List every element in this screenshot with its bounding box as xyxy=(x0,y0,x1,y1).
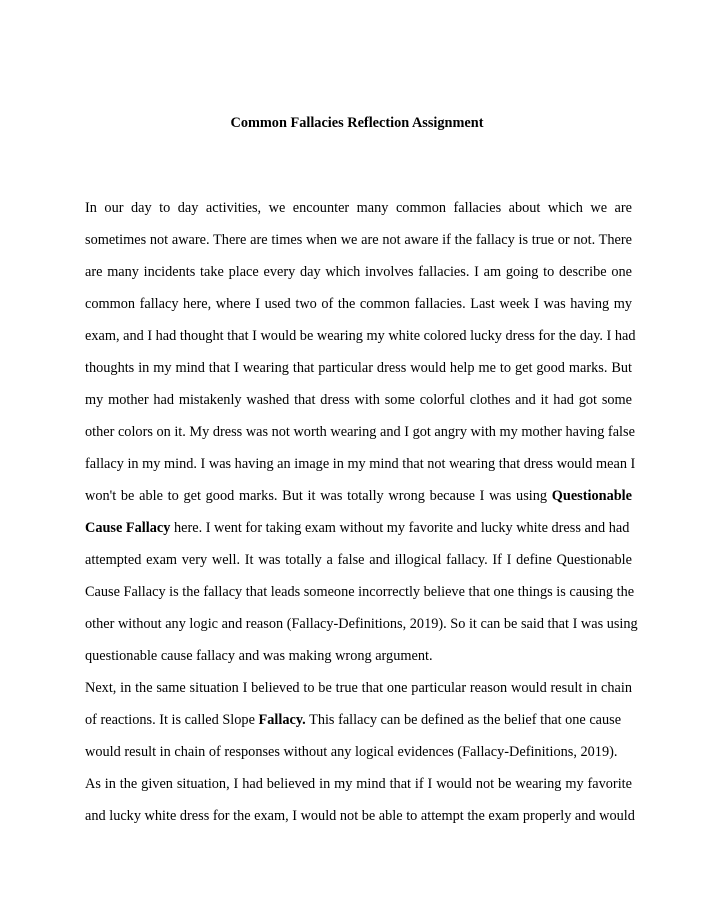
paragraph-line: would result in chain of responses without any logical evidences (Fallacy-Definitions, 2019). xyxy=(85,744,618,760)
paragraph-line: are many incidents take place every day which involves fallacies. I am going to describe one xyxy=(85,264,632,280)
paragraph-line: Next, in the same situation I believed to be true that one particular reason would result in chain xyxy=(85,680,632,696)
paragraph-line: my mother had mistakenly washed that dress with some colorful clothes and it had got some xyxy=(85,392,632,408)
document-title: Common Fallacies Reflection Assignment xyxy=(230,115,484,131)
paragraph-line: attempted exam very well. It was totally a false and illogical fallacy. If I define Questionable xyxy=(85,552,632,568)
paragraph-line xyxy=(85,519,632,537)
paragraph-line: As in the given situation, I had believed in my mind that if I would not be wearing my favorite xyxy=(85,776,632,792)
paragraph-line: Cause Fallacy is the fallacy that leads someone incorrectly believe that one things is causing the xyxy=(85,584,635,600)
paragraph-line xyxy=(85,711,632,729)
paragraph-line: exam, and I had thought that I would be wearing my white colored lucky dress for the day. I had xyxy=(85,328,636,344)
paragraph-text: here. I went for taking exam without my favorite and lucky white dress and had xyxy=(170,520,630,536)
paragraph-line xyxy=(85,487,632,505)
paragraph-line: other without any logic and reason (Fallacy-Definitions, 2019). So it can be said that I was using xyxy=(85,616,638,632)
paragraph-line: and lucky white dress for the exam, I would not be able to attempt the exam properly and would xyxy=(85,808,635,824)
paragraph-line: other colors on it. My dress was not worth wearing and I got angry with my mother having false xyxy=(85,424,635,440)
paragraph-text: of reactions. It is called Slope xyxy=(85,712,259,728)
paragraph-line: fallacy in my mind. I was having an image in my mind that not wearing that dress would mean I xyxy=(85,456,636,472)
paragraph-text: won't be able to get good marks. But it was totally wrong because I was using xyxy=(85,488,552,504)
paragraph-line: questionable cause fallacy and was making wrong argument. xyxy=(85,648,433,664)
bold-term-questionable: Questionable xyxy=(551,488,632,504)
paragraph-text: This fallacy can be defined as the belief that one cause xyxy=(305,712,622,728)
bold-term-cause-fallacy: Cause Fallacy xyxy=(85,520,171,536)
paragraph-line: thoughts in my mind that I wearing that particular dress would help me to get good marks. But xyxy=(85,360,632,376)
paragraph-line: In our day to day activities, we encounter many common fallacies about which we are xyxy=(85,200,632,216)
bold-term-fallacy: Fallacy. xyxy=(258,712,306,728)
paragraph-line: sometimes not aware. There are times when we are not aware if the fallacy is true or not. There xyxy=(85,232,632,248)
paragraph-line: common fallacy here, where I used two of the common fallacies. Last week I was having my xyxy=(85,296,632,312)
